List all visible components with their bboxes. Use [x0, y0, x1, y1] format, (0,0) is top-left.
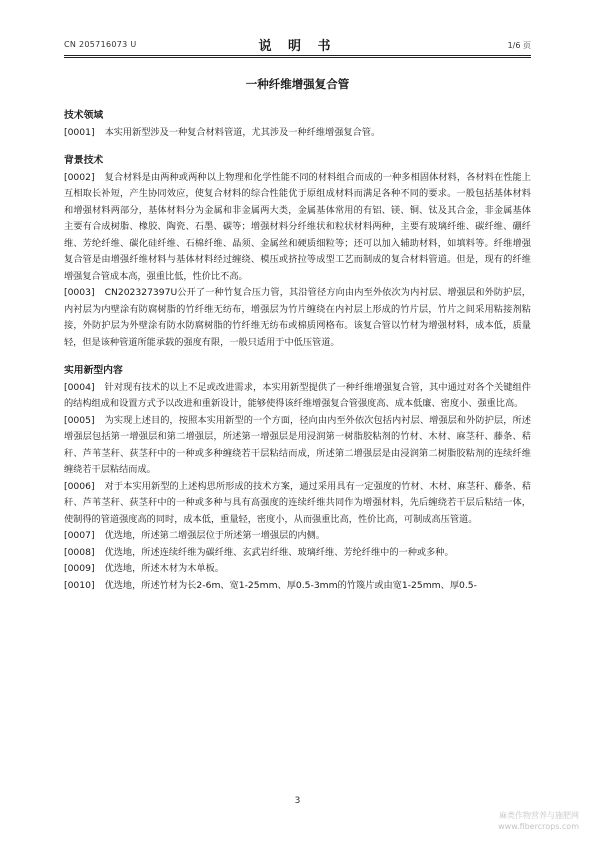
document-body: [64, 108, 531, 594]
section-heading-background: 背景技术: [64, 155, 104, 166]
paragraph-0009: [64, 561, 531, 578]
paragraph-number: [0005]: [64, 414, 95, 426]
paragraph-number: [0003]: [64, 287, 95, 298]
paragraph-0002: [64, 170, 531, 286]
paragraph-text: 为实现上述目的，按照本实用新型的一个方面，径向由内至外依次包括内衬层、增强层和外防护层，所述增强层包括第一增强层和第二增强层，所述第一增强层是用浸润第一树脂胶粘剂的竹材、木材、麻茎秆、藤条、秸秆、芦苇茎秆、荻茎秆中的一种或多种缠绕若干层粘结而成，所述第二增强层是由浸润第二树脂胶粘剂的连续纤维缠绕若干层粘结而成。: [64, 414, 531, 475]
paragraph-number: [0010]: [64, 579, 95, 591]
paragraph-0008: [64, 545, 531, 562]
header-rule-bottom: [64, 57, 531, 58]
paragraph-text: 优选地，所述木材为木单板。: [104, 563, 224, 574]
paragraph-text: 复合材料是由两种或两种以上物理和化学性能不同的材料组合而成的一种多相固体材料，各材料在性能上互相取长补短，产生协同效应，使复合材料的综合性能优于原组成材料而满足各种不同的要求。一般包括基体材料和增强材料两部分，基体材料分为金属和非金属两大类，金属基体常用的有铝、镁、铜、钛及其合金，非金属基体主要有合成树脂、橡胶、陶瓷、石墨、碳等；增强材料分纤维状和粒状材料两种，主要有玻璃纤维、碳纤维、硼纤维、芳纶纤维、碳化硅纤维、石棉纤维、晶须、金属丝和硬质细粒等；还可以加入辅助材料，如填料等。纤维增强复合管是由增强纤维材料与基体材料经过缠绕、模压或挤拉等成型工艺而制成的复合材料管道。但是，现有的纤维增强复合管成本高，强重比低，性价比不高。: [64, 171, 531, 282]
paragraph-0003: [64, 285, 531, 351]
paragraph-number: [0008]: [64, 546, 95, 558]
patent-number: CN 205716073 U: [64, 40, 137, 49]
paragraph-text: 对于本实用新型的上述构思所形成的技术方案，通过采用具有一定强度的竹材、木材、麻茎秆、藤条、秸秆、芦苇茎秆、荻茎秆中的一种或多种与具有高强度的连续纤维共同作为增强材料，先后缠绕若干层后粘结一体，使制得的管道强度高的同时，成本低，重量轻，密度小，从而强重比高，性价比高，可制成高压管道。: [64, 480, 531, 525]
paragraph-number: [0006]: [64, 480, 95, 492]
paragraph-text: 本实用新型涉及一种复合材料管道，尤其涉及一种纤维增强复合管。: [104, 126, 381, 138]
paragraph-0007: [64, 528, 531, 545]
header-rule-top: [64, 55, 531, 56]
document-title: 一种纤维增强复合管: [245, 77, 350, 91]
watermark-site-name: 麻类作物营养与施肥网: [499, 811, 579, 820]
paragraph-0004: [64, 380, 531, 413]
paragraph-number: [0004]: [64, 381, 95, 393]
document-type: 说 明 书: [258, 39, 337, 54]
paragraph-number: [0007]: [64, 530, 95, 541]
paragraph-text: CN202327397U公开了一种竹复合压力管，其沿管径方向由内至外依次为内衬层、增强层和外防护层，内衬层为内壁涂有防腐树脂的竹纤维无纺布，增强层为竹片缠绕在内衬层上形成的竹片层，竹片之间采用粘接剂粘接，外防护层为外壁涂有防水防腐树脂的竹纤维无纺布或棉质网格布。该复合管以竹材为增强材料，成本低，质量轻，但是该种管道所能承载的强度有限，一般只适用于中低压管道。: [64, 287, 531, 348]
paragraph-0005: [64, 413, 531, 479]
paragraph-0001: [64, 125, 531, 142]
paragraph-0006: [64, 479, 531, 529]
watermark: [498, 810, 579, 832]
paragraph-text: 优选地，所述竹材为长2-6m、宽1-25mm、厚0.5-3mm的竹篾片或由宽1-25mm、厚0.5-: [104, 579, 477, 591]
paragraph-0010: [64, 578, 531, 595]
page-number: 3: [294, 796, 301, 806]
section-heading-tech-field: 技术领域: [64, 110, 104, 121]
paragraph-text: 优选地，所述连续纤维为碳纤维、玄武岩纤维、玻璃纤维、芳纶纤维中的一种或多种。: [104, 546, 454, 558]
page-header: [64, 38, 531, 52]
paragraph-number: [0009]: [64, 563, 95, 574]
paragraph-text: 优选地，所述第二增强层位于所述第一增强层的内侧。: [104, 530, 326, 541]
paragraph-number: [0002]: [64, 171, 95, 183]
paragraph-text: 针对现有技术的以上不足或改进需求，本实用新型提供了一种纤维增强复合管，其中通过对各个关键组件的结构组成和设置方式予以改进和重新设计，能够使得该纤维增强复合管强度高、成本低廉、密度小、强重比高。: [64, 381, 531, 409]
paragraph-number: [0001]: [64, 126, 95, 138]
page-info: 1/6 页: [507, 41, 531, 50]
watermark-url: www.fibercrops.com: [498, 822, 579, 831]
section-heading-content: 实用新型内容: [64, 365, 123, 376]
